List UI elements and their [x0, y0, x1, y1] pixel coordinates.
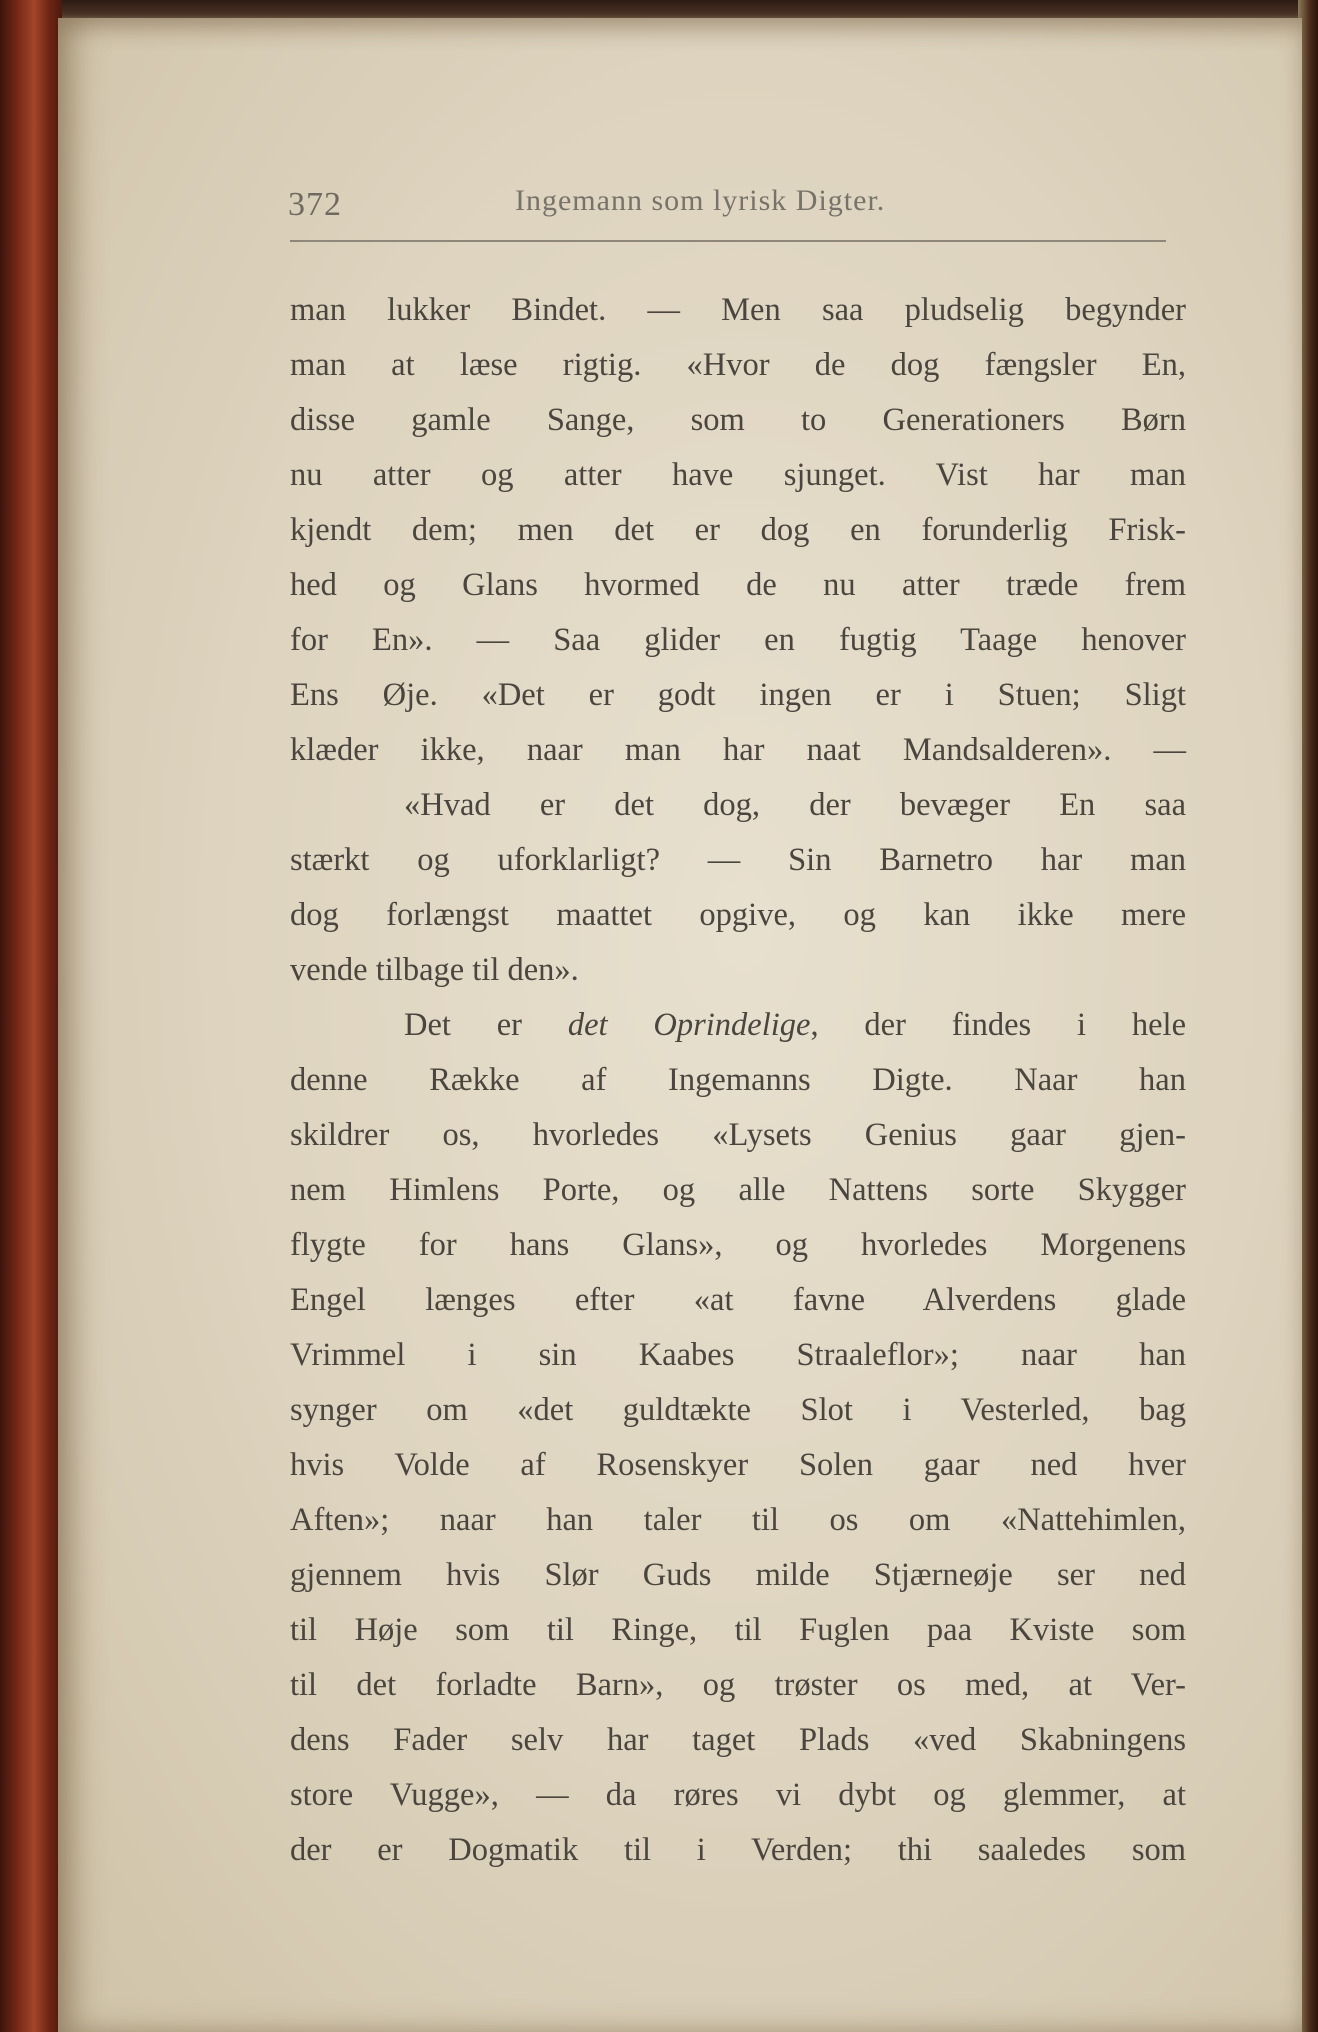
text-line: klæder ikke, naar man har naat Mandsalderen». — — [290, 732, 1186, 768]
text-line: hvis Volde af Rosenskyer Solen gaar ned hver — [290, 1447, 1186, 1483]
text-line: Aften»; naar han taler til os om «Nattehimlen, — [290, 1502, 1186, 1538]
text-line: store Vugge», — da røres vi dybt og glemmer, at — [290, 1777, 1186, 1813]
text-line: vende tilbage til den». — [290, 952, 579, 988]
text-line: Ens Øje. «Det er godt ingen er i Stuen; Sligt — [290, 677, 1186, 713]
text-line: for En». — Saa glider en fugtig Taage henover — [290, 622, 1186, 658]
body-text — [290, 283, 1186, 1878]
text-line: flygte for hans Glans», og hvorledes Morgenens — [290, 1227, 1186, 1263]
page-number: 372 — [288, 186, 342, 223]
text-line: til Høje som til Ringe, til Fuglen paa Kviste som — [290, 1612, 1186, 1648]
text-line: «Hvad er det dog, der bevæger En saa — [404, 787, 1186, 823]
text-line: denne Række af Ingemanns Digte. Naar han — [290, 1062, 1186, 1098]
text-line: Vrimmel i sin Kaabes Straaleflor»; naar han — [290, 1337, 1186, 1373]
text-line: dog forlængst maattet opgive, og kan ikke mere — [290, 897, 1186, 933]
text-line: Engel længes efter «at favne Alverdens glade — [290, 1282, 1186, 1318]
text-line: disse gamle Sange, som to Generationers Børn — [290, 402, 1186, 438]
text-line: dens Fader selv har taget Plads «ved Skabningens — [290, 1722, 1186, 1758]
line-text-after: , der findes i hele — [810, 1007, 1186, 1043]
header-rule — [290, 240, 1166, 242]
book-spine — [0, 0, 62, 2032]
running-head: Ingemann som lyrisk Digter. — [515, 184, 886, 217]
text-line-with-italic — [290, 998, 1186, 1053]
text-line: man lukker Bindet. — Men saa pludselig begynder — [290, 292, 1186, 328]
text-line: kjendt dem; men det er dog en forunderlig Frisk- — [290, 512, 1186, 548]
text-line: stærkt og uforklarligt? — Sin Barnetro har man — [290, 842, 1186, 878]
line-text-before: Det er — [404, 1007, 568, 1043]
text-line: nem Himlens Porte, og alle Nattens sorte Skygger — [290, 1172, 1186, 1208]
text-line: synger om «det guldtækte Slot i Vesterled, bag — [290, 1392, 1186, 1428]
text-line: der er Dogmatik til i Verden; thi saaledes som — [290, 1832, 1186, 1868]
text-line: gjennem hvis Slør Guds milde Stjærneøje ser ned — [290, 1557, 1186, 1593]
text-line: skildrer os, hvorledes «Lysets Genius gaar gjen- — [290, 1117, 1186, 1153]
italic-phrase: det Oprindelige — [567, 1007, 811, 1043]
text-line: til det forladte Barn», og trøster os med, at Ver- — [290, 1667, 1186, 1703]
text-line: nu atter og atter have sjunget. Vist har man — [290, 457, 1186, 493]
text-line: man at læse rigtig. «Hvor de dog fængsler En, — [290, 347, 1186, 383]
text-line: hed og Glans hvormed de nu atter træde frem — [290, 567, 1186, 603]
